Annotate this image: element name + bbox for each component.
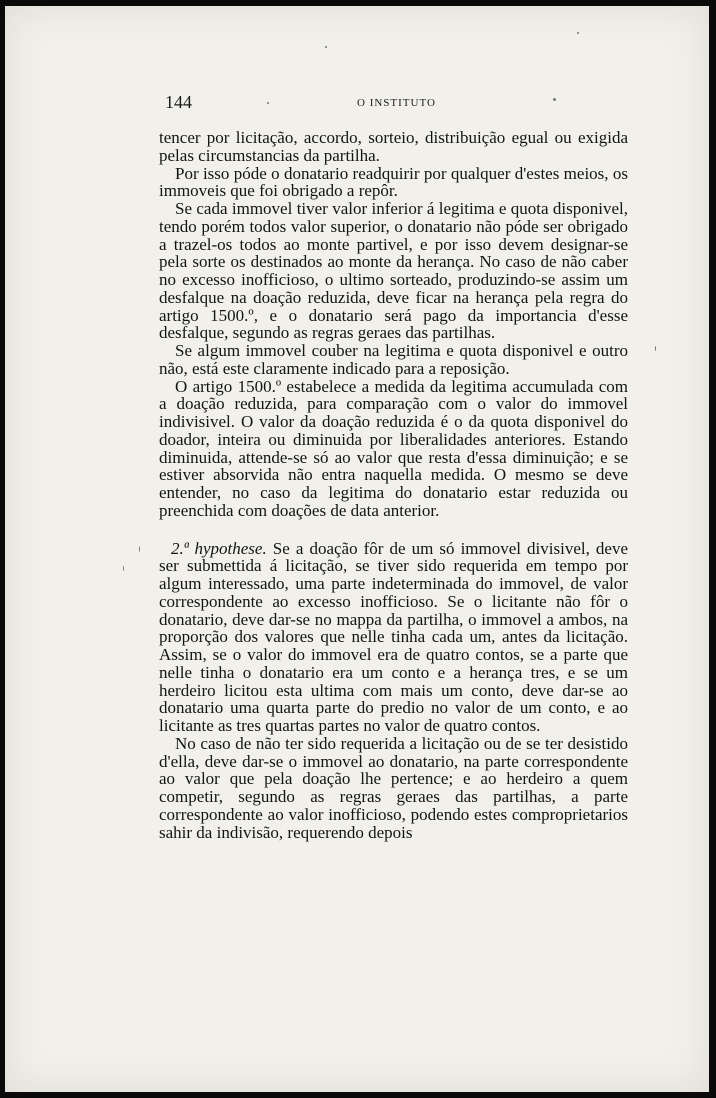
running-title: O INSTITUTO bbox=[357, 97, 436, 109]
page-number: 144 bbox=[165, 92, 192, 112]
paragraph: Por isso póde o donatario readquirir por qualquer d'estes meios, os immoveis que foi obrigado a repôr. bbox=[159, 163, 628, 201]
body-text bbox=[159, 129, 628, 841]
paragraph: tencer por licitação, accordo, sorteio, distribuição egual ou exigida pelas circumstancias da partilha. bbox=[159, 128, 628, 165]
paragraph: No caso de não ter sido requerida a licitação ou de se ter desistido d'ella, deve dar-se o immovel ao donatario, na parte correspondente ao valor que pela doação lhe pertence; e ao herdeiro a quem competir, segundo as regras geraes das partilhas, a parte correspondente ao valor inofficioso, podendo estes comproprietarios sahir da indivisão, requerendo depois bbox=[159, 733, 628, 842]
section-paragraph bbox=[159, 540, 628, 735]
paper-speck bbox=[577, 32, 579, 34]
paper-speck bbox=[655, 346, 656, 351]
page-header bbox=[165, 92, 635, 114]
section-label: 2.ª hypothese. bbox=[171, 538, 267, 558]
paper-speck bbox=[123, 566, 124, 571]
paragraph: Se cada immovel tiver valor inferior á legitima e quota disponivel, tendo porém todos valor superior, o donatario não póde ser obrigado a trazel-os todos ao monte partivel, e por isso devem designar-se pela sorte os destinados ao monte da herança. No caso de não caber no excesso inofficioso, o ultimo sorteado, produzindo-se assim um desfalque na doação reduzida, deve ficar na herança pela regra do artigo 1500.º, e o donatario será pago da importancia d'esse desfalque, segundo as regras geraes das partilhas. bbox=[159, 199, 628, 343]
paper-speck bbox=[325, 46, 327, 48]
paper-speck bbox=[139, 546, 140, 552]
paragraph: O artigo 1500.º estabelece a medida da legitima accumulada com a doação reduzida, para comparação com o valor do immovel indivisivel. O valor da doação reduzida é o da quota disponivel do doador, inteira ou diminuida por liberalidades anteriores. Estando diminuida, attende-se só ao valor que resta d'essa diminuição; e se estiver absorvida não entra naquella medida. O mesmo se deve entender, no caso da legitima do donatario estar reduzida ou preenchida com doações de data anterior. bbox=[159, 376, 628, 520]
section-text: Se a doação fôr de um só immovel divisivel, deve ser submettida á licitação, se tiver sido requerida em tempo por algum interessado, uma parte indeterminada do immovel, de valor correspondente ao excesso inofficioso. Se o licitante não fôr o donatario, deve dar-se no mappa da partilha, o immovel a ambos, na proporção dos valores que nelle tinha cada um, antes da licitação. Assim, se o valor do immovel era de quatro contos, se a parte que nelle tinha o donatario era um conto e a herança tres, e se um herdeiro licitou esta ultima com mais um conto, deve dar-se ao donatario uma quarta parte do predio no valor de um conto, e ao licitante as tres quartas partes no valor de quatro contos. bbox=[159, 538, 629, 735]
paragraph: Se algum immovel couber na legitima e quota disponivel e outro não, está este claramente indicado para a reposição. bbox=[159, 341, 628, 378]
